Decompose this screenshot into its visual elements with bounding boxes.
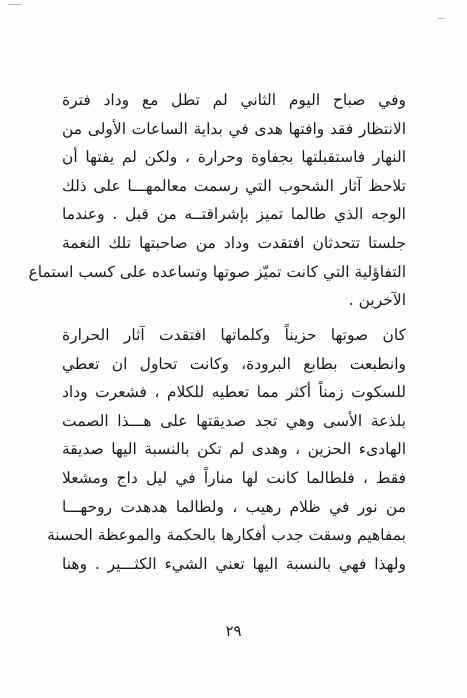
page-number: ٢٩ [225, 622, 242, 640]
text-line: ولهذا فهي بالنسبة اليها تعني الشيء الكثـــير . وهنا [62, 554, 406, 573]
text-line: الوجه الذي طالما تميز بإشراقتــه من قبل . وعندما [62, 205, 406, 224]
text-line: فقط ، فلطالما كانت لها مناراً في ليل داج ومشعلا [62, 468, 406, 487]
text-line: النهار فاستقبلتها بجفاوة وحرارة ، ولكن لم يفتها أن [62, 148, 406, 167]
text-line: بمفاهيم وسقت جدب أفكارها بالحكمة والموعظة الحسنة [47, 526, 406, 545]
text-line: الهادىء الحزين ، وهدى لم تكن بالنسبة اليها صديقة [62, 440, 406, 459]
text-line: وفي صباح اليوم الثاني لم تطل مع وداد فترة [62, 91, 406, 109]
paragraph-1 [28, 86, 406, 315]
text-line: الآخرين . [348, 291, 406, 310]
text-line: تلاحظ آثار الشحوب التي رسمت معالمهـــا على ذلك [62, 176, 406, 195]
text-line: التفاؤلية التي كانت تميّز صوتها وتساعده على كسب استماع [28, 262, 406, 281]
text-line: كان صوتها حزيناً وكلماتها افتقدت آثار الحرارة [62, 326, 406, 344]
text-line: وانطبعت بطابع البرودة، وكانت تحاول ان تعطي [62, 354, 406, 373]
text-line: من نور في ظلام رهيب ، ولطالما هدهدت روحهـــا [62, 497, 406, 516]
text-line: للسكوت زمناً أكثر مما تعطيه للكلام ، فشعرت وداد [62, 383, 406, 402]
paragraph-2 [47, 321, 406, 578]
scan-edge-mark-left [8, 4, 22, 5]
text-line: الانتظار فقد وافتها هدى في بداية الساعات الأولى من [62, 119, 406, 138]
text-line: جلستا تتحدثان افتقدت وداد من صاحبتها تلك النغمة [62, 233, 406, 252]
scan-edge-mark-right [438, 18, 444, 19]
text-line: بلذعة الأسى وهي تجد صديقتها على هـــذا الصمت [62, 411, 406, 430]
